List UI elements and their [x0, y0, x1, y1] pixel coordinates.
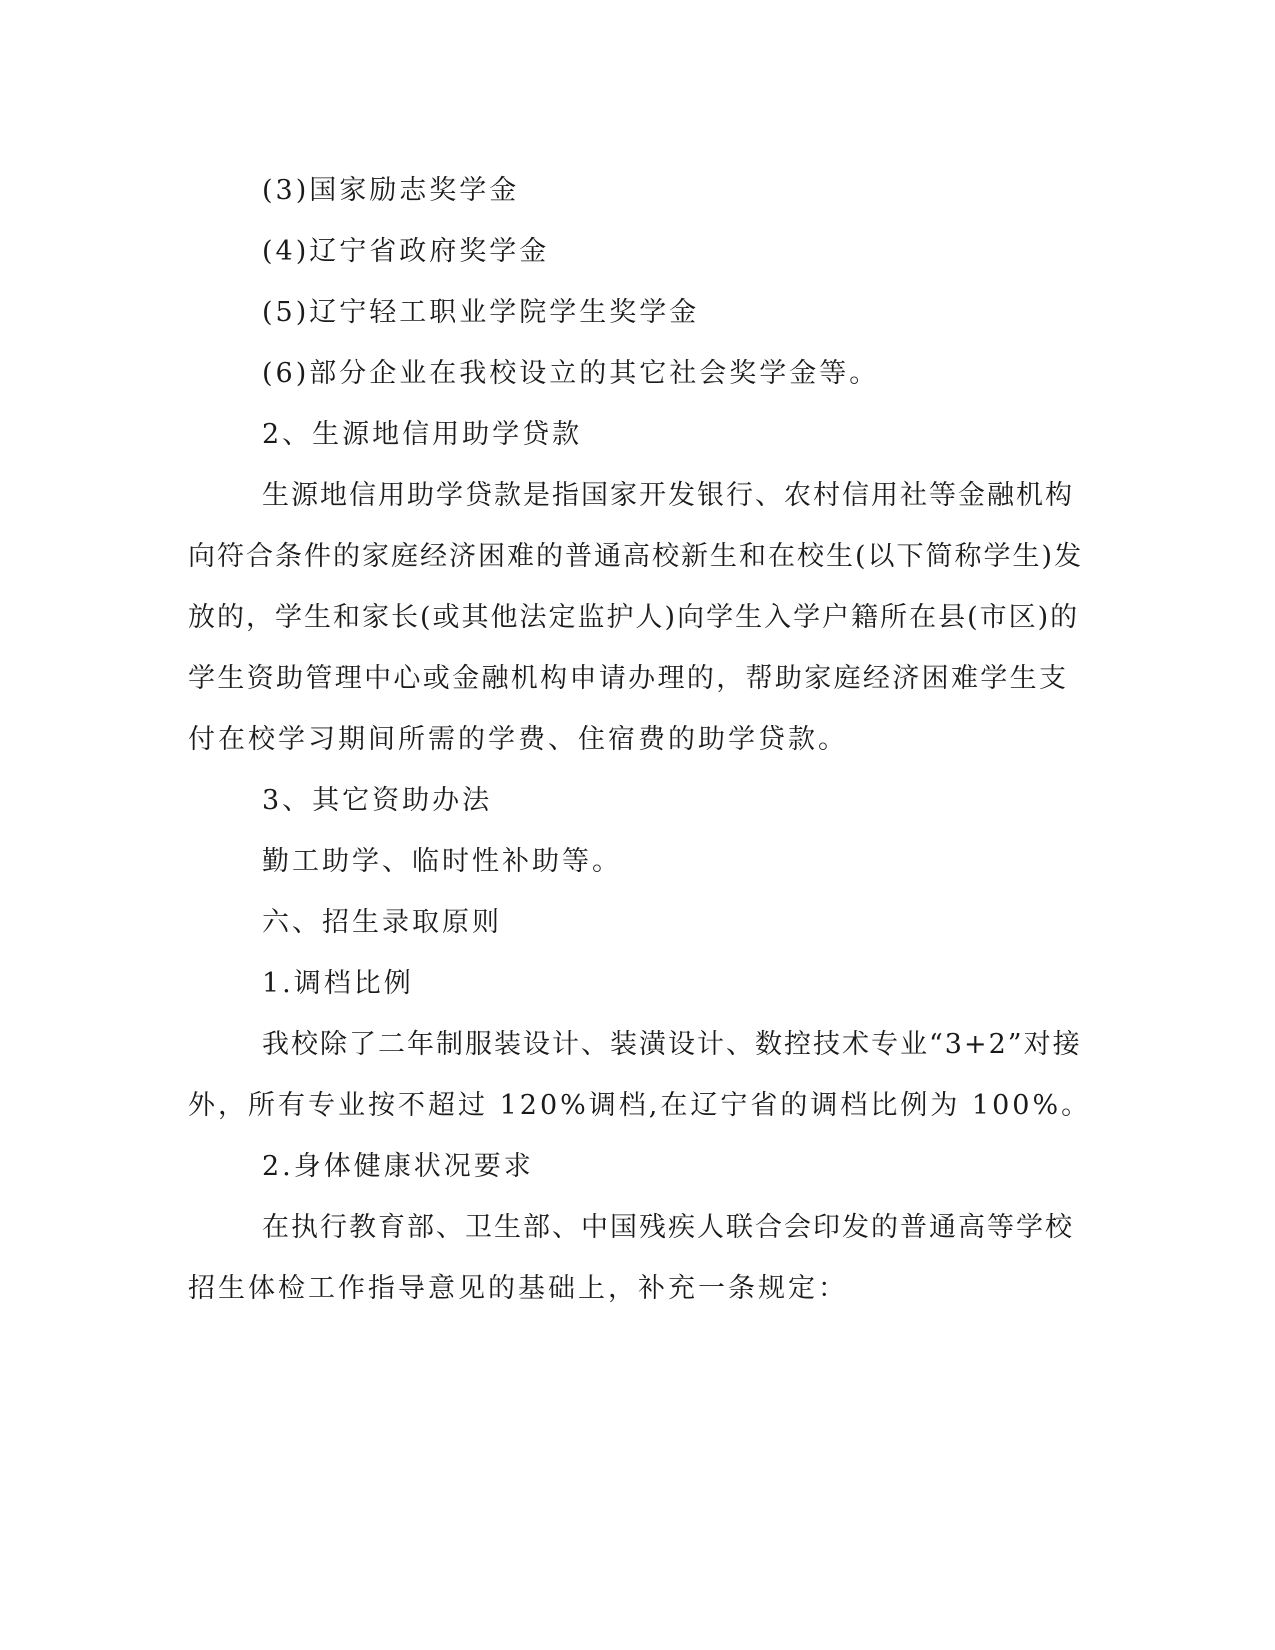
document-body	[188, 160, 1092, 1319]
paragraph-line: 招生体检工作指导意见的基础上，补充一条规定：	[188, 1273, 848, 1304]
paragraph-line: 付在校学习期间所需的学费、住宿费的助学贷款。	[188, 724, 848, 755]
paragraph-line: 在执行教育部、卫生部、中国残疾人联合会印发的普通高等学校	[262, 1212, 1074, 1243]
paragraph-line: 向符合条件的家庭经济困难的普通高校新生和在校生(以下简称学生)发	[188, 541, 1084, 572]
section-heading-other: 3、其它资助办法	[262, 785, 493, 816]
section-heading-ratio: 1.调档比例	[262, 968, 414, 999]
paragraph-line: 学生资助管理中心或金融机构申请办理的，帮助家庭经济困难学生支	[188, 663, 1068, 694]
paragraph-line: 我校除了二年制服装设计、装潢设计、数控技术专业“3+2”对接	[262, 1029, 1082, 1060]
paragraph-line: 勤工助学、临时性补助等。	[262, 846, 622, 877]
paragraph-line: 放的，学生和家长(或其他法定监护人)向学生入学户籍所在县(市区)的	[188, 602, 1080, 633]
section-heading-loan: 2、生源地信用助学贷款	[262, 419, 583, 450]
section-heading-six: 六、招生录取原则	[262, 907, 502, 938]
list-item-scholarship-5: (5)辽宁轻工职业学院学生奖学金	[262, 297, 700, 328]
section-heading-health: 2.身体健康状况要求	[262, 1151, 534, 1182]
paragraph-line: 外，所有专业按不超过 120%调档,在辽宁省的调档比例为 100%。	[188, 1090, 1092, 1121]
paragraph-line: 生源地信用助学贷款是指国家开发银行、农村信用社等金融机构	[262, 480, 1074, 511]
list-item-scholarship-4: (4)辽宁省政府奖学金	[262, 236, 550, 267]
list-item-scholarship-3: (3)国家励志奖学金	[262, 175, 520, 206]
list-item-scholarship-6: (6)部分企业在我校设立的其它社会奖学金等。	[262, 358, 880, 389]
